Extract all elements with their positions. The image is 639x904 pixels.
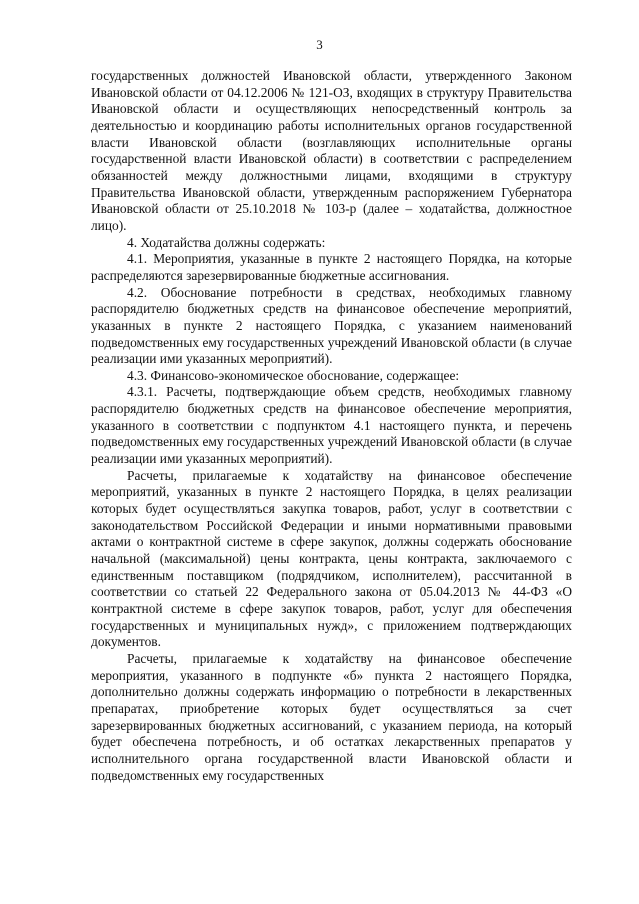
paragraph-item-4-3-1: 4.3.1. Расчеты, подтверждающие объем средств, необходимых главному распорядителю бюджетных средств на финансовое обеспечение мероприятия, указанного в соответствии с подпунктом 4.1 настоящего пункта, и перечень подведомственных ему государственных учреждений Ивановской области (в случае реализации ими указанных мероприятий). [91, 384, 572, 467]
paragraph-item-4-3: 4.3. Финансово-экономическое обоснование, содержащее: [127, 367, 460, 383]
paragraph-procurement-calculations: Расчеты, прилагаемые к ходатайству на финансовое обеспечение мероприятий, указанных в пункте 2 настоящего Порядка, в целях реализации которых будет осуществляться закупка товаров, работ, услуг в соответствии с законодательством Российской Федерации и иными нормативными правовыми актами о контрактной системе в сфере закупок, должны содержать обоснование начальной (максимальной) цены контракта, цены контракта, заключаемого с единственным поставщиком (подрядчиком, исполнителем), рассчитанной в соответствии со статьей 22 Федерального закона от 05.04.2013 № 44-ФЗ «О контрактной системе в сфере закупок товаров, работ, услуг для обеспечения государственных и муниципальных нужд», с приложением подтверждающих документов. [91, 467, 572, 650]
page-number: 3 [316, 37, 323, 52]
document-body [91, 68, 572, 784]
paragraph-medicines-calculations: Расчеты, прилагаемые к ходатайству на финансовое обеспечение мероприятия, указанного в подпункте «б» пункта 2 настоящего Порядка, дополнительно должны содержать информацию о потребности в лекарственных препаратах, приобретение которых будет осуществляться за счет зарезервированных бюджетных ассигнований, с указанием периода, на который будет обеспечена потребность, и об остатках лекарственных препаратов у исполнительного органа государственной власти Ивановской области и подведомственных ему государственных [91, 650, 572, 783]
paragraph-item-4-1: 4.1. Мероприятия, указанные в пункте 2 настоящего Порядка, на которые распределяются зарезервированные бюджетные ассигнования. [91, 251, 572, 283]
paragraph-item-4: 4. Ходатайства должны содержать: [127, 234, 326, 250]
paragraph-item-4-2: 4.2. Обоснование потребности в средствах, необходимых главному распорядителю бюджетных средств на финансовое обеспечение мероприятий, указанных в пункте 2 настоящего Порядка, с указанием наименований подведомственных ему государственных учреждений Ивановской области (в случае реализации ими указанных мероприятий). [91, 284, 572, 367]
paragraph-continuation: государственных должностей Ивановской области, утвержденного Законом Ивановской области от 04.12.2006 № 121-ОЗ, входящих в структуру Правительства Ивановской области и осуществляющих непосредственный контроль за деятельностью и координацию работы исполнительных органов государственной власти Ивановской области (возглавляющих исполнительные органы государственной власти Ивановской области) в соответствии с распределением обязанностей между должностными лицами, входящими в структуру Правительства Ивановской области, утвержденным распоряжением Губернатора Ивановской области от 25.10.2018 № 103-р (далее – ходатайства, должностное лицо). [91, 68, 572, 233]
